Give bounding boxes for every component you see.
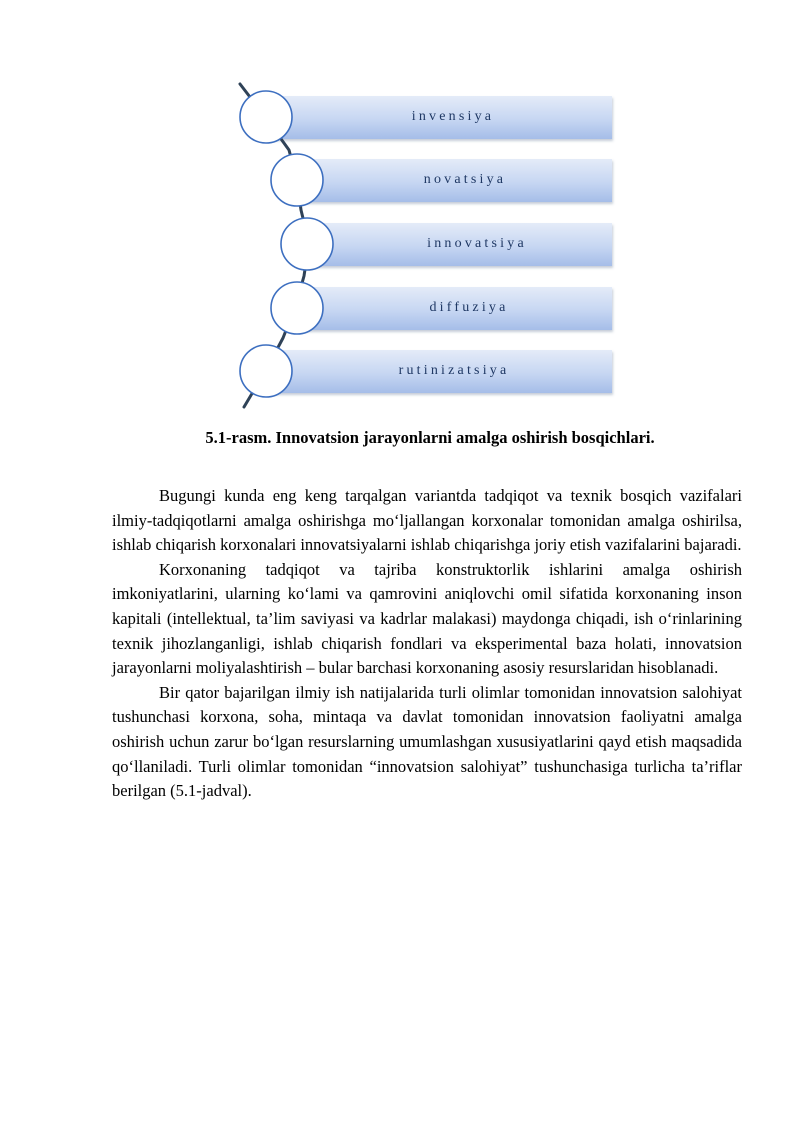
stage-circle-5 [240,345,292,397]
stage-circle-2 [271,154,323,206]
stage-label-invensiya: invensiya [411,109,495,124]
stage-label-innovatsiya: innovatsiya [427,236,527,251]
paragraph-2: Korxonaning tadqiqot va tajriba konstruktorlik ishlarini amalga oshirish imkoniyatlarini, ularning ko‘lami va qamrovini aniqlovchi omil sifatida korxonaning inson kapitali (intellektual, ta’lim saviyasi va kadrlar malakasi) maydonga chiqadi, ish o‘rinlarining texnik jihozlanganligi, ishlab chiqarish fondlari va eksperimental baza holati, innovatsion jarayonlarni moliyalashtirish – bular barchasi korxonaning asosiy resurslaridan hisoblanadi. [112,559,742,678]
stage-label-diffuziya: diffuziya [429,300,509,315]
stage-circle-4 [271,282,323,334]
stage-label-novatsiya: novatsiya [423,172,507,187]
stages-graphic [0,0,800,420]
body-text [112,484,742,804]
stage-circle-3 [281,218,333,270]
paragraph-1: Bugungi kunda eng keng tarqalgan variantda tadqiqot va texnik bosqich vazifalari ilmiy-tadqiqotlarni amalga oshirishga mo‘ljallangan korxonalar tomonidan amalga oshirilsa, ishlab chiqarish korxonalari innovatsiyalarni ishlab chiqarishga joriy etish vazifalarini bajaradi. [112,486,742,555]
figure-caption: 5.1-rasm. Innovatsion jarayonlarni amalga oshirish bosqichlari. [205,428,655,447]
stage-label-rutinizatsiya: rutinizatsiya [398,363,510,378]
paragraph-3: Bir qator bajarilgan ilmiy ish natijalarida turli olimlar tomonidan innovatsion salohiyat tushunchasi korxona, soha, mintaqa va davlat tomonidan innovatsion faoliyatni amalga oshirish uchun zarur bo‘lgan resurslarning umumlashgan xususiyatlarini qayd etish maqsadida qo‘llaniladi. Turli olimlar tomonidan “innovatsion salohiyat” tushunchasiga turlicha ta’riflar berilgan (5.1-jadval). [112,682,742,801]
innovation-stages-diagram [0,0,800,420]
stage-circle-1 [240,91,292,143]
